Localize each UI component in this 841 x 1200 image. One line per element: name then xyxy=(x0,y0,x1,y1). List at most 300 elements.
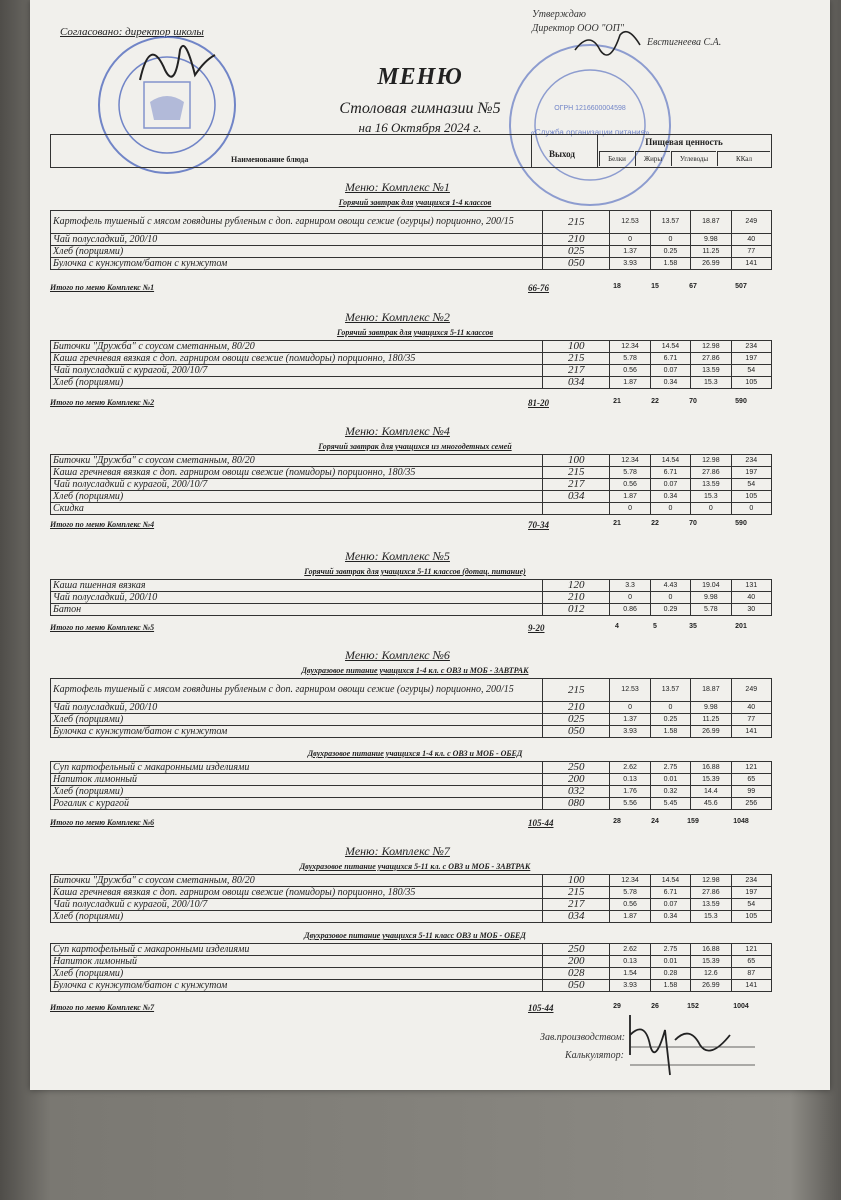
table-row xyxy=(51,875,772,887)
total-carbs: 70 xyxy=(689,520,697,527)
dish-name: Хлеб (порциями) xyxy=(51,246,543,258)
carbs-value: 45.6 xyxy=(691,798,731,810)
carbs-value: 12.98 xyxy=(691,455,731,467)
table-row xyxy=(51,503,772,515)
fat-value: 0 xyxy=(650,234,690,246)
carbs-value: 15.39 xyxy=(691,956,731,968)
total-kcal: 1004 xyxy=(733,1003,749,1010)
dish-output: 215 xyxy=(543,887,610,899)
carbs-value: 13.59 xyxy=(691,899,731,911)
carbs-value: 16.88 xyxy=(691,762,731,774)
table-row xyxy=(51,774,772,786)
table-row xyxy=(51,911,772,923)
total-kcal: 201 xyxy=(735,623,747,630)
dish-name: Суп картофельный с макаронными изделиями xyxy=(51,762,543,774)
table-row xyxy=(51,353,772,365)
table-row xyxy=(51,455,772,467)
total-output: 9-20 xyxy=(528,623,545,633)
total-fat: 22 xyxy=(651,520,659,527)
fat-value: 0.34 xyxy=(650,491,690,503)
table-row xyxy=(51,968,772,980)
dish-output: 034 xyxy=(543,491,610,503)
dish-output: 215 xyxy=(543,353,610,365)
protein-value: 2.62 xyxy=(610,944,650,956)
dish-name: Батон xyxy=(51,604,543,616)
total-label: Итого по меню Комплекс №7 xyxy=(50,1003,155,1012)
table-row xyxy=(51,714,772,726)
protein-value: 0.86 xyxy=(610,604,650,616)
kcal-value: 197 xyxy=(731,353,771,365)
kcal-value: 141 xyxy=(731,258,771,270)
protein-value: 5.56 xyxy=(610,798,650,810)
kcal-value: 105 xyxy=(731,911,771,923)
table-row xyxy=(51,887,772,899)
kcal-value: 54 xyxy=(731,899,771,911)
table-row xyxy=(51,899,772,911)
fat-value: 0 xyxy=(650,592,690,604)
table-row xyxy=(51,980,772,992)
fat-value: 1.58 xyxy=(650,980,690,992)
table-row xyxy=(51,604,772,616)
carbs-value: 13.59 xyxy=(691,365,731,377)
dish-output: 210 xyxy=(543,234,610,246)
dish-name: Хлеб (порциями) xyxy=(51,491,543,503)
fat-value: 2.75 xyxy=(650,944,690,956)
dish-output: 032 xyxy=(543,786,610,798)
protein-value: 1.37 xyxy=(610,246,650,258)
section-title: Меню: Комплекс №1 xyxy=(345,180,450,194)
director-name: Евстигнеева С.А. xyxy=(647,37,722,48)
table-row xyxy=(51,467,772,479)
protein-value: 3.3 xyxy=(610,580,650,592)
kcal-value: 54 xyxy=(731,365,771,377)
protein-value: 1.37 xyxy=(610,714,650,726)
group-title: Горячий завтрак для учащихся 5-11 классов xyxy=(336,328,494,337)
carbs-value: 26.99 xyxy=(691,258,731,270)
kcal-value: 0 xyxy=(731,503,771,515)
kcal-value: 87 xyxy=(731,968,771,980)
carbs-value: 9.98 xyxy=(691,234,731,246)
total-label: Итого по меню Комплекс №1 xyxy=(50,283,155,292)
fat-value: 0.01 xyxy=(650,956,690,968)
dish-name: Напиток лимонный xyxy=(51,774,543,786)
dish-output: 012 xyxy=(543,604,610,616)
kcal-value: 249 xyxy=(731,679,771,702)
dish-output: 210 xyxy=(543,702,610,714)
protein-value: 12.34 xyxy=(610,875,650,887)
table-row xyxy=(51,341,772,353)
total-carbs: 152 xyxy=(687,1003,699,1010)
stamp-org: «Служба организации питания» xyxy=(530,128,650,137)
kcal-value: 234 xyxy=(731,875,771,887)
dish-name: Биточки "Дружба" с соусом сметанным, 80/20 xyxy=(51,875,543,887)
dish-name: Булочка с кунжутом/батон с кунжутом xyxy=(51,980,543,992)
kcal-value: 197 xyxy=(731,887,771,899)
fat-value: 0.07 xyxy=(650,365,690,377)
group-title: Двухразовое питание учащихся 5-11 кл. с ОВЗ и МОБ - ЗАВТРАК xyxy=(299,862,531,871)
protein-column-header: Белки xyxy=(599,151,634,166)
protein-value: 1.87 xyxy=(610,911,650,923)
fat-value: 0.29 xyxy=(650,604,690,616)
carbs-value: 15.39 xyxy=(691,774,731,786)
carbs-value: 27.86 xyxy=(691,353,731,365)
menu-table xyxy=(50,943,772,992)
dish-name: Чай полусладкий, 200/10 xyxy=(51,234,543,246)
protein-value: 3.93 xyxy=(610,258,650,270)
protein-value: 12.34 xyxy=(610,341,650,353)
fat-value: 6.71 xyxy=(650,467,690,479)
dish-name: Каша пшенная вязкая xyxy=(51,580,543,592)
dish-output: 217 xyxy=(543,365,610,377)
total-protein: 18 xyxy=(613,283,621,290)
carbs-value: 15.3 xyxy=(691,491,731,503)
production-manager-label: Зав.производством: xyxy=(540,1032,626,1043)
fat-value: 0.25 xyxy=(650,714,690,726)
menu-table xyxy=(50,678,772,738)
table-row xyxy=(51,580,772,592)
menu-table xyxy=(50,579,772,616)
dish-output: 200 xyxy=(543,774,610,786)
total-label: Итого по меню Комплекс №6 xyxy=(50,818,155,827)
kcal-value: 77 xyxy=(731,714,771,726)
carbs-value: 12.98 xyxy=(691,341,731,353)
carbs-value: 27.86 xyxy=(691,887,731,899)
dish-output: 210 xyxy=(543,592,610,604)
fat-value: 0 xyxy=(650,702,690,714)
dish-output: 080 xyxy=(543,798,610,810)
dish-output: 050 xyxy=(543,258,610,270)
kcal-value: 197 xyxy=(731,467,771,479)
protein-value: 5.78 xyxy=(610,887,650,899)
carbs-value: 9.98 xyxy=(691,592,731,604)
total-label: Итого по меню Комплекс №4 xyxy=(50,520,155,529)
kcal-value: 249 xyxy=(731,211,771,234)
total-protein: 21 xyxy=(613,398,621,405)
kcal-column-header: ККал xyxy=(717,151,770,166)
dish-output xyxy=(543,503,610,515)
fat-column-header: Жиры xyxy=(635,151,670,166)
kcal-value: 40 xyxy=(731,234,771,246)
carbs-value: 15.3 xyxy=(691,377,731,389)
column-header xyxy=(50,134,772,168)
total-protein: 29 xyxy=(613,1003,621,1010)
fat-value: 0.32 xyxy=(650,786,690,798)
menu-table xyxy=(50,761,772,810)
dish-name: Хлеб (порциями) xyxy=(51,911,543,923)
protein-value: 12.53 xyxy=(610,211,650,234)
table-row xyxy=(51,479,772,491)
carbs-value: 15.3 xyxy=(691,911,731,923)
kcal-value: 105 xyxy=(731,491,771,503)
dish-output: 120 xyxy=(543,580,610,592)
dish-name: Каша гречневая вязкая с доп. гарниром овощи свежие (помидоры) порционно, 180/35 xyxy=(51,467,543,479)
dish-output: 034 xyxy=(543,377,610,389)
section-title: Меню: Комплекс №2 xyxy=(345,310,450,324)
total-fat: 5 xyxy=(653,623,657,630)
protein-value: 0 xyxy=(610,503,650,515)
dish-name: Чай полусладкий с курагой, 200/10/7 xyxy=(51,479,543,491)
group-title: Двухразовое питание учащихся 1-4 кл. с ОВЗ и МОБ - ЗАВТРАК xyxy=(301,666,529,675)
kcal-value: 65 xyxy=(731,956,771,968)
dish-output: 217 xyxy=(543,899,610,911)
fat-value: 13.57 xyxy=(650,679,690,702)
dish-name: Картофель тушеный с мясом говядины рубленым с доп. гарниром овощи сежие (огурцы) порционно, 200/15 xyxy=(51,211,543,234)
dish-name: Каша гречневая вязкая с доп. гарниром овощи свежие (помидоры) порционно, 180/35 xyxy=(51,353,543,365)
group-title: Двухразовое питание учащихся 5-11 класс ОВЗ и МОБ - ОБЕД xyxy=(304,931,526,940)
table-row xyxy=(51,365,772,377)
section-title: Меню: Комплекс №7 xyxy=(345,844,450,858)
kcal-value: 40 xyxy=(731,702,771,714)
total-carbs: 67 xyxy=(689,283,697,290)
nutrition-column-header: Пищевая ценность xyxy=(645,137,723,147)
dish-name: Чай полусладкий, 200/10 xyxy=(51,702,543,714)
fat-value: 14.54 xyxy=(650,455,690,467)
table-row xyxy=(51,798,772,810)
carbs-value: 12.6 xyxy=(691,968,731,980)
fat-value: 0.25 xyxy=(650,246,690,258)
protein-value: 0.56 xyxy=(610,899,650,911)
total-kcal: 590 xyxy=(735,520,747,527)
output-column-header: Выход xyxy=(549,149,575,159)
table-row xyxy=(51,377,772,389)
total-kcal: 1048 xyxy=(733,818,749,825)
section-title: Меню: Комплекс №5 xyxy=(345,549,450,563)
fat-value: 1.58 xyxy=(650,726,690,738)
kcal-value: 54 xyxy=(731,479,771,491)
total-protein: 28 xyxy=(613,818,621,825)
carbs-value: 11.25 xyxy=(691,714,731,726)
total-fat: 22 xyxy=(651,398,659,405)
total-fat: 15 xyxy=(651,283,659,290)
table-row xyxy=(51,258,772,270)
dish-output: 028 xyxy=(543,968,610,980)
dish-column-header: Наименование блюда xyxy=(231,155,309,164)
table-row xyxy=(51,786,772,798)
dish-output: 217 xyxy=(543,479,610,491)
table-row xyxy=(51,956,772,968)
dish-name: Булочка с кунжутом/батон с кунжутом xyxy=(51,258,543,270)
total-carbs: 70 xyxy=(689,398,697,405)
total-kcal: 507 xyxy=(735,283,747,290)
group-title: Двухразовое питание учащихся 1-4 кл. с ОВЗ и МОБ - ОБЕД xyxy=(307,749,523,758)
menu-table xyxy=(50,874,772,923)
carbs-value: 14.4 xyxy=(691,786,731,798)
dish-output: 050 xyxy=(543,726,610,738)
dish-output: 215 xyxy=(543,211,610,234)
kcal-value: 121 xyxy=(731,944,771,956)
protein-value: 1.54 xyxy=(610,968,650,980)
table-row xyxy=(51,702,772,714)
protein-value: 5.78 xyxy=(610,467,650,479)
kcal-value: 141 xyxy=(731,980,771,992)
carbs-value: 11.25 xyxy=(691,246,731,258)
fat-value: 0.07 xyxy=(650,899,690,911)
fat-value: 6.71 xyxy=(650,353,690,365)
protein-value: 12.53 xyxy=(610,679,650,702)
total-output: 105-44 xyxy=(528,1003,554,1013)
dish-name: Хлеб (порциями) xyxy=(51,714,543,726)
dish-output: 200 xyxy=(543,956,610,968)
section-title: Меню: Комплекс №6 xyxy=(345,648,450,662)
kcal-value: 77 xyxy=(731,246,771,258)
total-carbs: 159 xyxy=(687,818,699,825)
table-row xyxy=(51,679,772,702)
dish-name: Чай полусладкий, 200/10 xyxy=(51,592,543,604)
dish-output: 100 xyxy=(543,341,610,353)
dish-name: Булочка с кунжутом/батон с кунжутом xyxy=(51,726,543,738)
kcal-value: 131 xyxy=(731,580,771,592)
carbs-value: 19.04 xyxy=(691,580,731,592)
agreed-label: Согласовано: директор школы xyxy=(60,26,204,38)
approved-label: Утверждаю xyxy=(532,9,586,20)
carbs-value: 9.98 xyxy=(691,702,731,714)
fat-value: 0.34 xyxy=(650,911,690,923)
carbs-value: 27.86 xyxy=(691,467,731,479)
carbs-value: 16.88 xyxy=(691,944,731,956)
total-kcal: 590 xyxy=(735,398,747,405)
protein-value: 0 xyxy=(610,592,650,604)
menu-table xyxy=(50,454,772,515)
protein-value: 0.13 xyxy=(610,774,650,786)
dish-name: Картофель тушеный с мясом говядины рубленым с доп. гарниром овощи сежие (огурцы) порционно, 200/15 xyxy=(51,679,543,702)
approval-signature xyxy=(570,20,650,70)
protein-value: 1.87 xyxy=(610,377,650,389)
carbs-value: 26.99 xyxy=(691,726,731,738)
group-title: Горячий завтрак для учащихся 5-11 классов (дотац. питание) xyxy=(304,567,526,576)
dish-output: 034 xyxy=(543,911,610,923)
dish-name: Хлеб (порциями) xyxy=(51,968,543,980)
dish-output: 100 xyxy=(543,455,610,467)
protein-value: 1.87 xyxy=(610,491,650,503)
carbs-value: 5.78 xyxy=(691,604,731,616)
dish-name: Чай полусладкий с курагой, 200/10/7 xyxy=(51,365,543,377)
total-output: 81-20 xyxy=(528,398,549,408)
kcal-value: 105 xyxy=(731,377,771,389)
kcal-value: 40 xyxy=(731,592,771,604)
dish-output: 100 xyxy=(543,875,610,887)
director-signature xyxy=(120,30,220,100)
menu-date: на 16 Октября 2024 г. xyxy=(358,120,482,135)
dish-name: Биточки "Дружба" с соусом сметанным, 80/20 xyxy=(51,455,543,467)
fat-value: 0 xyxy=(650,503,690,515)
menu-table xyxy=(50,340,772,389)
kcal-value: 65 xyxy=(731,774,771,786)
page-title: МЕНЮ xyxy=(377,64,463,90)
total-output: 66-76 xyxy=(528,283,549,293)
calculator-label: Калькулятор: xyxy=(565,1050,624,1061)
fat-value: 0.28 xyxy=(650,968,690,980)
total-output: 70-34 xyxy=(528,520,549,530)
group-title: Горячий завтрак для учащихся 1-4 классов xyxy=(338,198,492,207)
dish-name: Хлеб (порциями) xyxy=(51,786,543,798)
dish-output: 215 xyxy=(543,679,610,702)
protein-value: 12.34 xyxy=(610,455,650,467)
protein-value: 0 xyxy=(610,234,650,246)
carbs-value: 26.99 xyxy=(691,980,731,992)
protein-value: 0 xyxy=(610,702,650,714)
dish-name: Напиток лимонный xyxy=(51,956,543,968)
fat-value: 14.54 xyxy=(650,341,690,353)
kcal-value: 256 xyxy=(731,798,771,810)
total-output: 105-44 xyxy=(528,818,554,828)
total-label: Итого по меню Комплекс №2 xyxy=(50,398,155,407)
protein-value: 3.93 xyxy=(610,726,650,738)
table-row xyxy=(51,211,772,234)
dish-output: 050 xyxy=(543,980,610,992)
table-row xyxy=(51,491,772,503)
dish-output: 215 xyxy=(543,467,610,479)
protein-value: 0.13 xyxy=(610,956,650,968)
fat-value: 1.58 xyxy=(650,258,690,270)
section-title: Меню: Комплекс №4 xyxy=(345,424,450,438)
carbs-value: 0 xyxy=(691,503,731,515)
kcal-value: 234 xyxy=(731,341,771,353)
fat-value: 2.75 xyxy=(650,762,690,774)
fat-value: 4.43 xyxy=(650,580,690,592)
group-title: Горячий завтрак для учащихся из многодетных семей xyxy=(318,442,512,451)
protein-value: 0.56 xyxy=(610,479,650,491)
kcal-value: 234 xyxy=(731,455,771,467)
total-label: Итого по меню Комплекс №5 xyxy=(50,623,155,632)
table-row xyxy=(51,592,772,604)
footer-signature xyxy=(620,1005,760,1080)
protein-value: 3.93 xyxy=(610,980,650,992)
protein-value: 5.78 xyxy=(610,353,650,365)
dish-output: 250 xyxy=(543,762,610,774)
dish-name: Хлеб (порциями) xyxy=(51,377,543,389)
dish-name: Биточки "Дружба" с соусом сметанным, 80/20 xyxy=(51,341,543,353)
kcal-value: 141 xyxy=(731,726,771,738)
table-row xyxy=(51,762,772,774)
dish-output: 025 xyxy=(543,246,610,258)
dish-output: 025 xyxy=(543,714,610,726)
total-protein: 4 xyxy=(615,623,619,630)
fat-value: 13.57 xyxy=(650,211,690,234)
table-row xyxy=(51,234,772,246)
kcal-value: 99 xyxy=(731,786,771,798)
fat-value: 14.54 xyxy=(650,875,690,887)
dish-name: Каша гречневая вязкая с доп. гарниром овощи свежие (помидоры) порционно, 180/35 xyxy=(51,887,543,899)
director-label: Директор ООО "ОП" xyxy=(532,23,625,34)
stamp-ogrn: ОГРН 1216600004598 xyxy=(554,105,626,112)
fat-value: 0.07 xyxy=(650,479,690,491)
protein-value: 0.56 xyxy=(610,365,650,377)
carbs-column-header: Углеводы xyxy=(671,151,716,166)
fat-value: 0.34 xyxy=(650,377,690,389)
carbs-value: 12.98 xyxy=(691,875,731,887)
kcal-value: 121 xyxy=(731,762,771,774)
table-row xyxy=(51,944,772,956)
fat-value: 5.45 xyxy=(650,798,690,810)
table-row xyxy=(51,726,772,738)
fat-value: 0.01 xyxy=(650,774,690,786)
dish-name: Чай полусладкий с курагой, 200/10/7 xyxy=(51,899,543,911)
total-fat: 26 xyxy=(651,1003,659,1010)
total-fat: 24 xyxy=(651,818,659,825)
kcal-value: 30 xyxy=(731,604,771,616)
total-protein: 21 xyxy=(613,520,621,527)
carbs-value: 18.87 xyxy=(691,679,731,702)
total-carbs: 35 xyxy=(689,623,697,630)
dish-name: Рогалик с курагой xyxy=(51,798,543,810)
dish-name: Суп картофельный с макаронными изделиями xyxy=(51,944,543,956)
cafeteria-name: Столовая гимназии №5 xyxy=(339,100,501,117)
menu-table xyxy=(50,210,772,270)
dish-name: Скидка xyxy=(51,503,543,515)
carbs-value: 13.59 xyxy=(691,479,731,491)
fat-value: 6.71 xyxy=(650,887,690,899)
protein-value: 1.76 xyxy=(610,786,650,798)
